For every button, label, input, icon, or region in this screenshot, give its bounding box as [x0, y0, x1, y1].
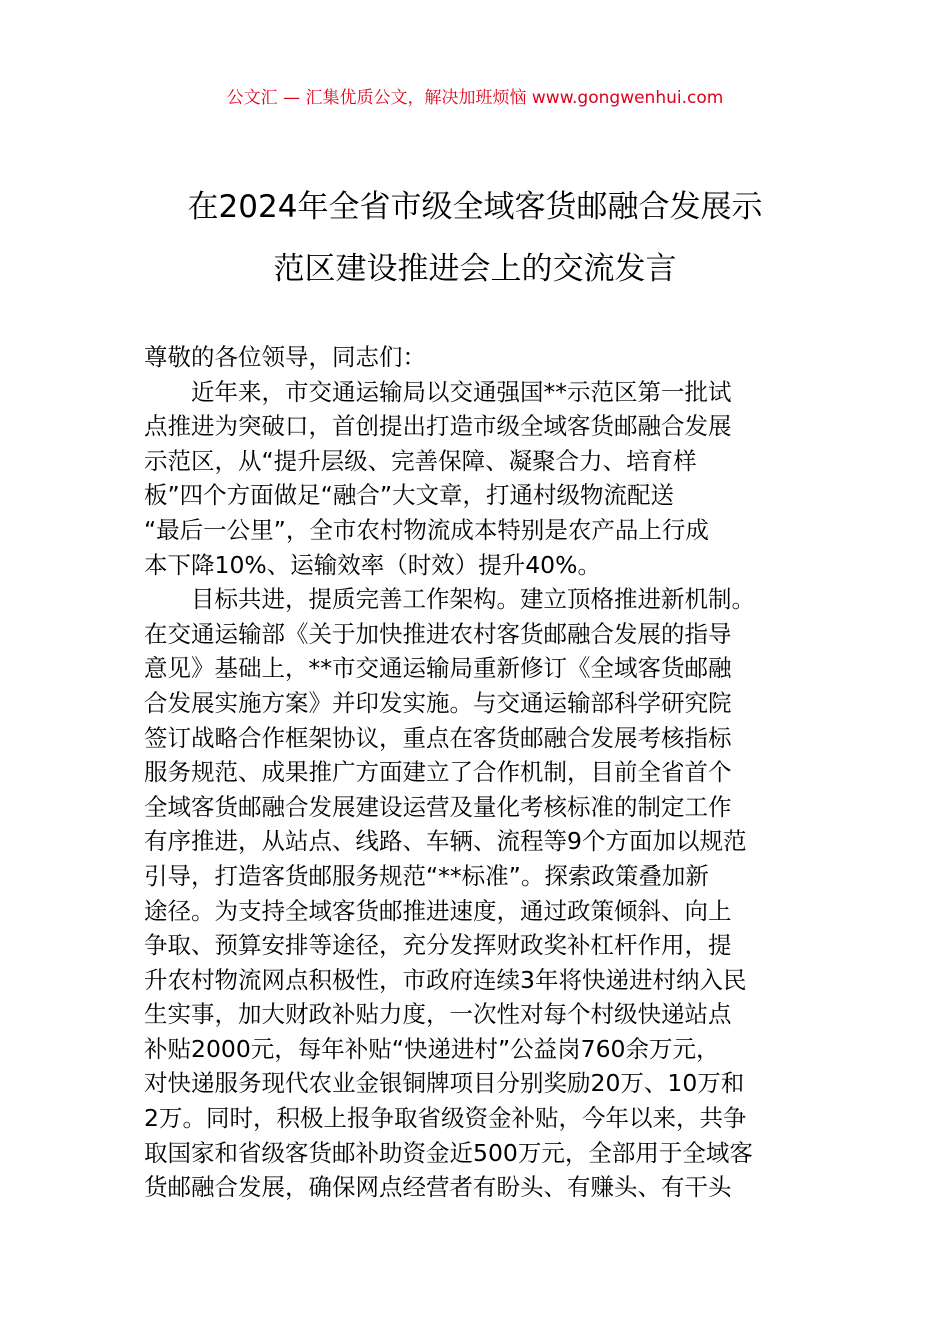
paragraph-1-line: 点推进为突破口，首创提出打造市级全域客货邮融合发展	[144, 412, 732, 441]
paragraph-2-line: 全域客货邮融合发展建设运营及量化考核标准的制定工作	[144, 792, 732, 821]
paragraph-2-line: 升农村物流网点积极性，市政府连续3年将快递进村纳入民	[144, 965, 747, 994]
document-body	[144, 340, 820, 1205]
paragraph-2-line: 2万。同时，积极上报争取省级资金补贴，今年以来，共争	[144, 1104, 747, 1133]
paragraph-1-line: “最后一公里”，全市农村物流成本特别是农产品上行成	[144, 515, 709, 544]
header-banner: 公文汇 — 汇集优质公文，解决加班烦恼 www.gongwenhui.com	[226, 88, 724, 108]
paragraph-1-line: 板”四个方面做足“融合”大文章，打通村级物流配送	[144, 481, 675, 510]
document-title	[100, 176, 850, 300]
title-line-1: 在2024年全省市级全域客货邮融合发展示	[187, 189, 763, 225]
paragraph-2-line: 意见》基础上，**市交通运输局重新修订《全域客货邮融	[144, 654, 732, 683]
paragraph-2-line: 引导，打造客货邮服务规范“**标准”。探索政策叠加新	[144, 861, 709, 890]
paragraph-2-line: 生实事，加大财政补贴力度，一次性对每个村级快递站点	[144, 1000, 732, 1029]
paragraph-1-line: 示范区，从“提升层级、完善保障、凝聚合力、培育样	[144, 446, 697, 475]
paragraph-2-line: 目标共进，提质完善工作架构。建立顶格推进新机制。	[191, 585, 755, 614]
paragraph-2-line: 在交通运输部《关于加快推进农村客货邮融合发展的指导	[144, 619, 732, 648]
paragraph-2-line: 对快递服务现代农业金银铜牌项目分别奖励20万、10万和	[144, 1069, 745, 1098]
paragraph-1-line: 本下降10%、运输效率（时效）提升40%。	[144, 550, 601, 579]
paragraph-2-line: 补贴2000元，每年补贴“快递进村”公益岗760余万元，	[144, 1034, 720, 1063]
paragraph-2-line: 争取、预算安排等途径，充分发挥财政奖补杠杆作用，提	[144, 931, 732, 960]
paragraph-2-line: 有序推进，从站点、线路、车辆、流程等9个方面加以规范	[144, 827, 747, 856]
paragraph-2-line: 取国家和省级客货邮补助资金近500万元，全部用于全域客	[144, 1138, 753, 1167]
paragraph-2-line: 服务规范、成果推广方面建立了合作机制，目前全省首个	[144, 758, 732, 787]
salutation: 尊敬的各位领导，同志们：	[144, 343, 426, 371]
paragraph-2-line: 签订战略合作框架协议，重点在客货邮融合发展考核指标	[144, 723, 732, 752]
title-line-2: 范区建设推进会上的交流发言	[273, 251, 677, 287]
paragraph-2-line: 合发展实施方案》并印发实施。与交通运输部科学研究院	[144, 688, 732, 717]
paragraph-2-line: 途径。为支持全域客货邮推进速度，通过政策倾斜、向上	[144, 896, 732, 925]
paragraph-2-line: 货邮融合发展，确保网点经营者有盼头、有赚头、有干头	[144, 1173, 732, 1202]
paragraph-1-line: 近年来，市交通运输局以交通强国**示范区第一批试	[191, 377, 732, 406]
